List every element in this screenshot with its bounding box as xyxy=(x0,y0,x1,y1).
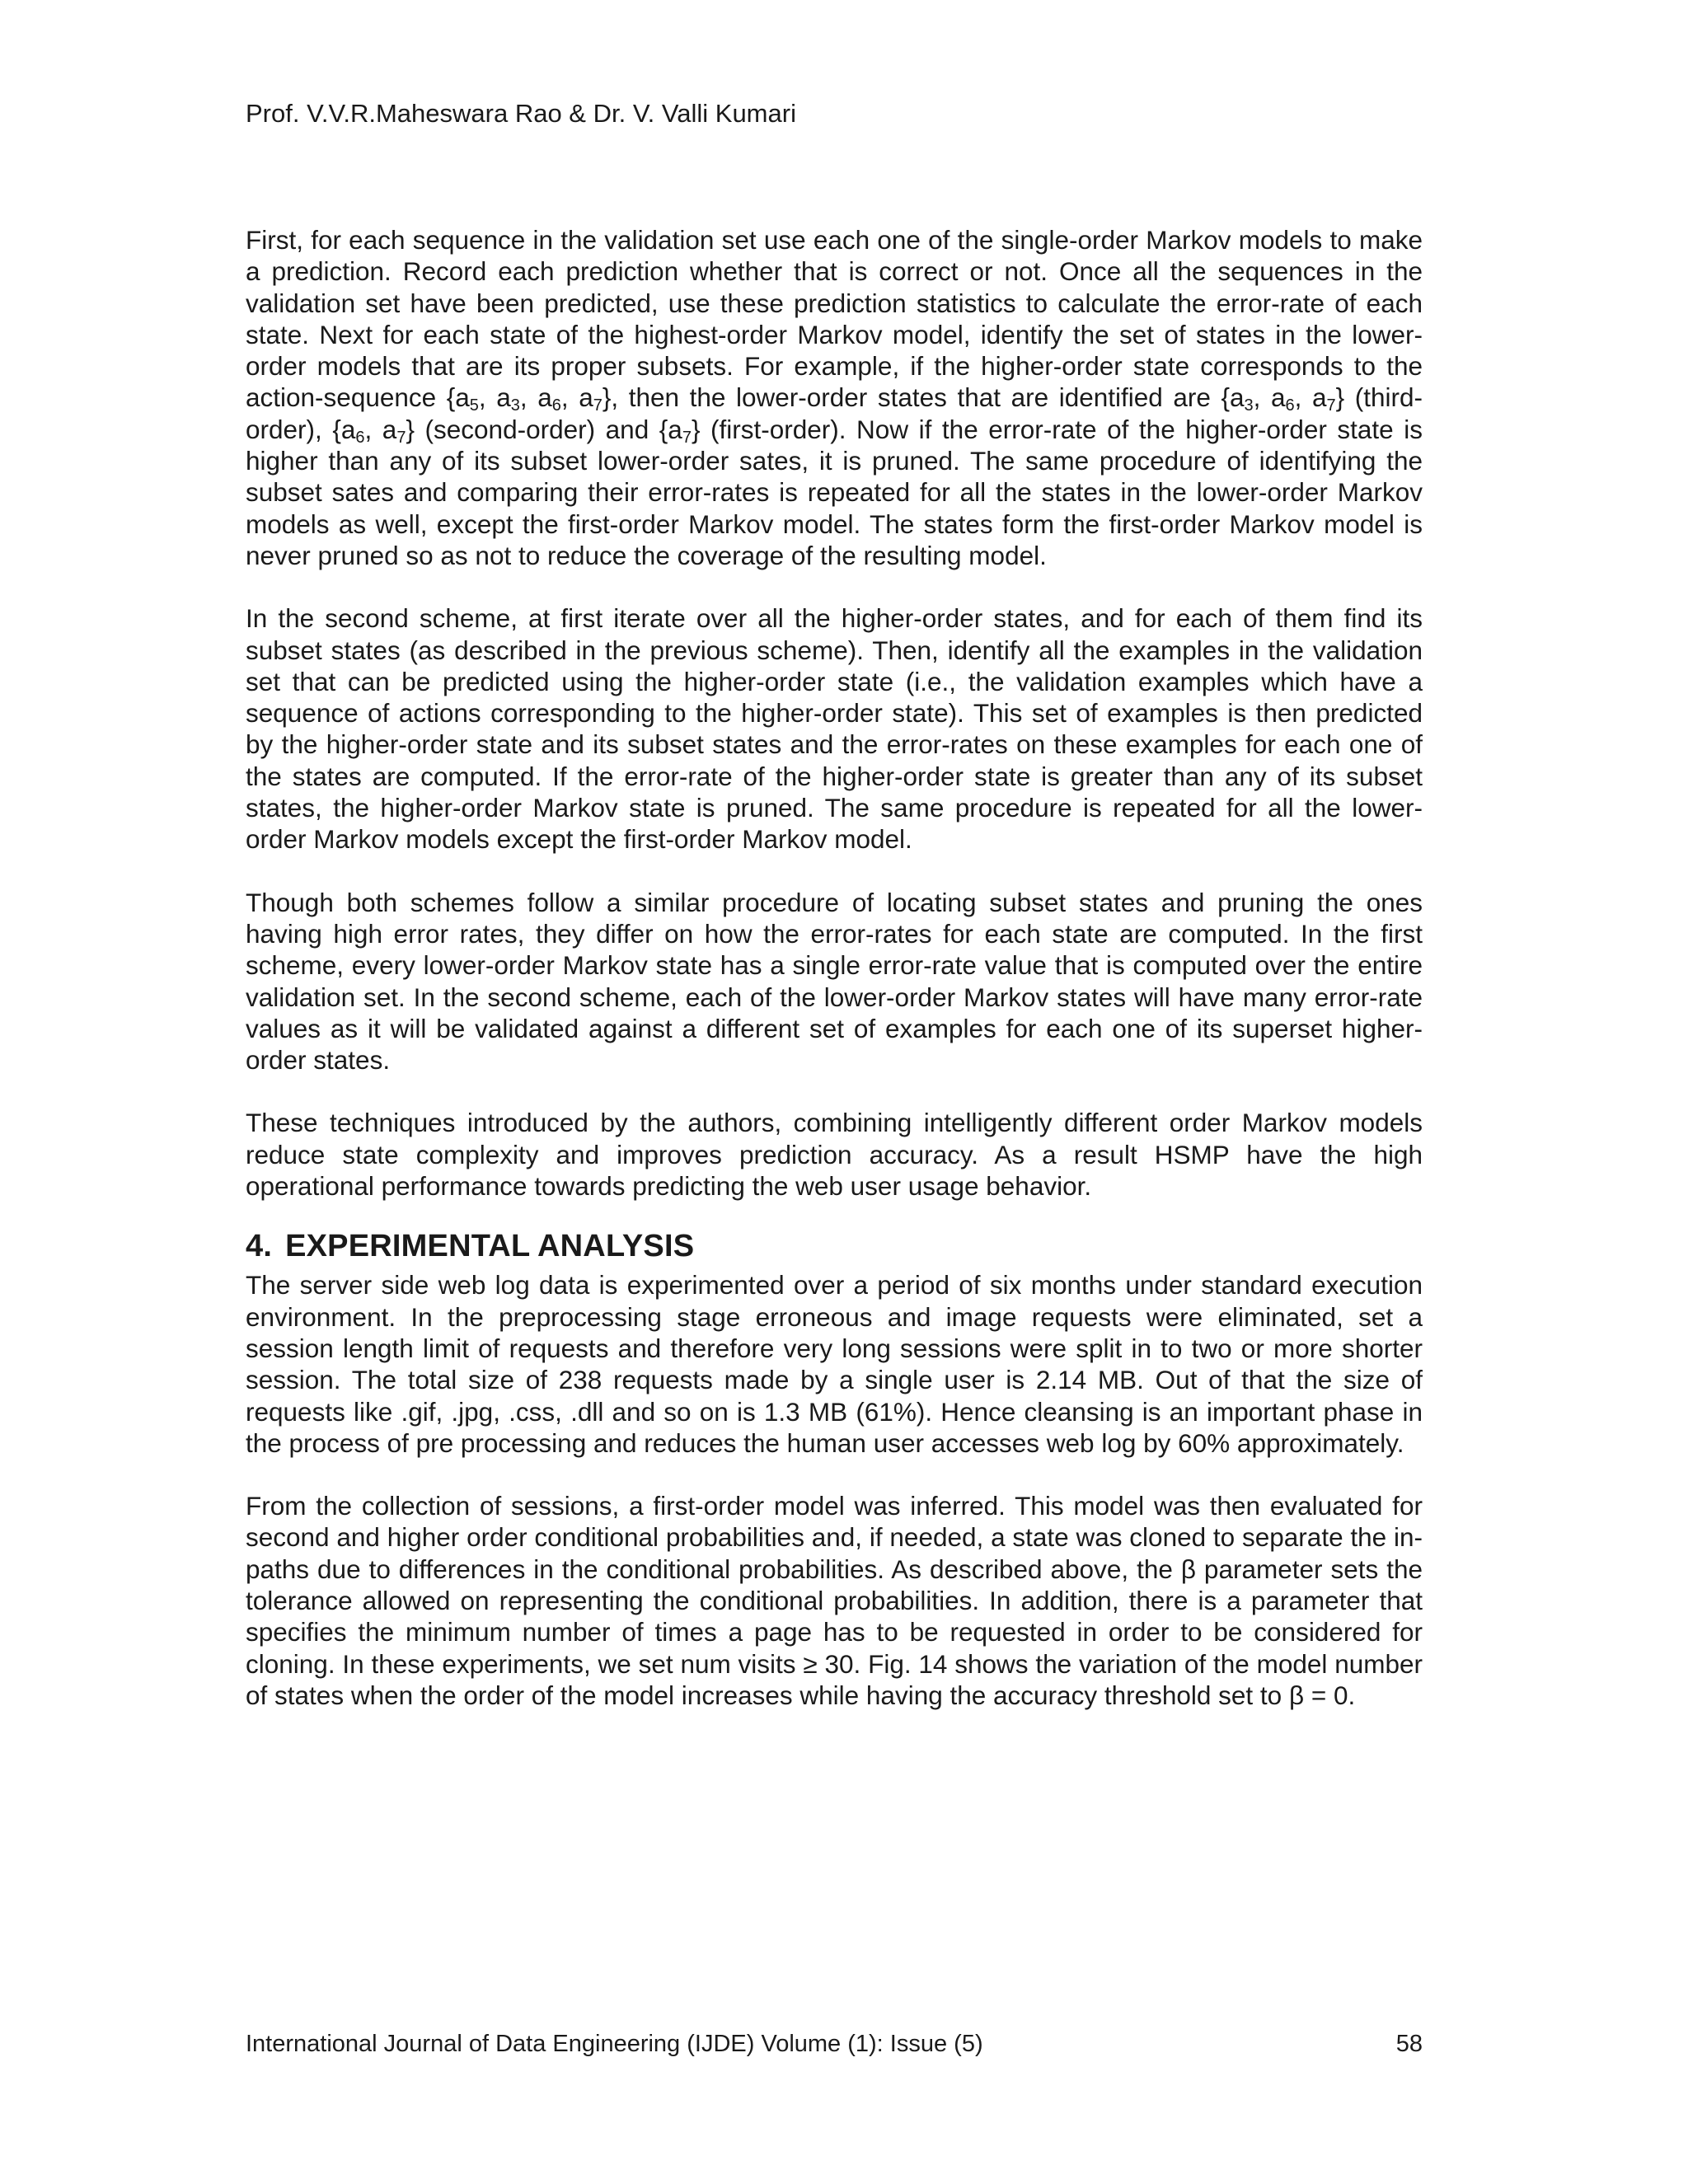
section-heading-experimental-analysis xyxy=(246,1228,1423,1264)
paragraph-second-scheme: In the second scheme, at first iterate over all the higher-order states, and for each of them find its subset states (as described in the previous scheme). Then, identify all the examples in the validation set that can be predicted using the higher-order state (i.e., the validation examples which have a sequence of actions corresponding to the higher-order state). This set of examples is then predicted by the higher-order state and its subset states and the error-rates on these examples for each one of the states are computed. If the error-rate of the higher-order state is greater than any of its subset states, the higher-order Markov state is pruned. The same procedure is repeated for all the lower-order Markov models except the first-order Markov model. xyxy=(246,603,1423,855)
subscript: 3 xyxy=(510,396,520,415)
page-footer xyxy=(246,2029,1423,2059)
paragraph-first-scheme xyxy=(246,224,1423,571)
footer-page-number: 58 xyxy=(1395,2031,1423,2057)
paragraph-scheme-comparison: Though both schemes follow a similar procedure of locating subset states and pruning the ones having high error rates, they differ on how the error-rates for each state are computed. In the first scheme, every lower-order Markov state has a single error-rate value that is computed over the entire validation set. In the second scheme, each of the lower-order Markov states will have many error-rate values as it will be validated against a different set of examples for each one of its superset higher-order states. xyxy=(246,887,1423,1076)
text-run: }, then the lower-order states that are identified are {a xyxy=(602,382,1245,413)
text-run: , a xyxy=(1294,382,1327,413)
paragraph-model-inference: From the collection of sessions, a first-order model was inferred. This model was then evaluated for second and higher order conditional probabilities and, if needed, a state was cloned to separate the in-paths due to differences in the conditional probabilities. As described above, the β parameter sets the tolerance allowed on representing the conditional probabilities. In addition, there is a parameter that specifies the minimum number of times a page has to be requested in order to be considered for cloning. In these experiments, we set num visits ≥ 30. Fig. 14 shows the variation of the model number of states when the order of the model increases while having the accuracy threshold set to β = 0. xyxy=(246,1491,1423,1710)
text-run: , a xyxy=(519,382,552,413)
paragraph-techniques-summary: These techniques introduced by the authors, combining intelligently different order Markov models reduce state complexity and improves prediction accuracy. As a result HSMP have the high operational performance towards predicting the web user usage behavior. xyxy=(246,1108,1423,1202)
paragraph-server-log-data: The server side web log data is experimented over a period of six months under standard execution environment. In the preprocessing stage erroneous and image requests were eliminated, set a session length limit of requests and therefore very long sessions were split in to two or more shorter session. The total size of 238 requests made by a single user is 2.14 MB. Out of that the size of requests like .gif, .jpg, .css, .dll and so on is 1.3 MB (61%). Hence cleansing is an important phase in the process of pre processing and reduces the human user accesses web log by 60% approximately. xyxy=(246,1270,1423,1458)
subscript: 6 xyxy=(1285,396,1295,415)
text-run: First, for each sequence in the validation set use each one of the single-order Markov models to make a prediction. Record each prediction whether that is correct or not. Once all the sequences in the validation set have been predicted, use these prediction statistics to calculate the error-rate of each state. Next for each state of the highest-order Markov model, identify the set of states in the lower-order models that are its proper subsets. For example, if the higher-order state corresponds to the action-sequence {a xyxy=(246,225,1423,413)
subscript: 6 xyxy=(551,396,561,415)
running-header-authors: Prof. V.V.R.Maheswara Rao & Dr. V. Valli Kumari xyxy=(246,99,796,128)
text-run: , a xyxy=(478,382,511,413)
subscript: 7 xyxy=(593,396,603,415)
text-run: , a xyxy=(560,382,593,413)
text-run: , a xyxy=(364,414,397,444)
subscript: 5 xyxy=(469,396,479,415)
subscript: 7 xyxy=(1326,396,1336,415)
text-run: } (third-order), {a xyxy=(246,382,1423,444)
section-number: 4. xyxy=(246,1229,273,1264)
text-run: } (first-order). Now if the error-rate of the higher-order state is higher than any of its subset lower-order sates, it is pruned. The same procedure of identifying the subset sates and comparing their error-rates is repeated for all the states in the lower-order Markov models as well, except the first-order Markov model. The states form the first-order Markov model is never pruned so as not to reduce the coverage of the resulting model. xyxy=(246,414,1423,570)
subscript: 3 xyxy=(1244,396,1254,415)
section-title: EXPERIMENTAL ANALYSIS xyxy=(285,1229,695,1264)
subscript: 6 xyxy=(355,428,365,447)
page-body xyxy=(246,224,1423,1711)
footer-journal: International Journal of Data Engineering (IJDE) Volume (1): Issue (5) xyxy=(246,2031,983,2057)
subscript: 7 xyxy=(682,428,692,447)
subscript: 7 xyxy=(396,428,406,447)
text-run: } (second-order) and {a xyxy=(406,414,682,444)
text-run: , a xyxy=(1253,382,1286,413)
